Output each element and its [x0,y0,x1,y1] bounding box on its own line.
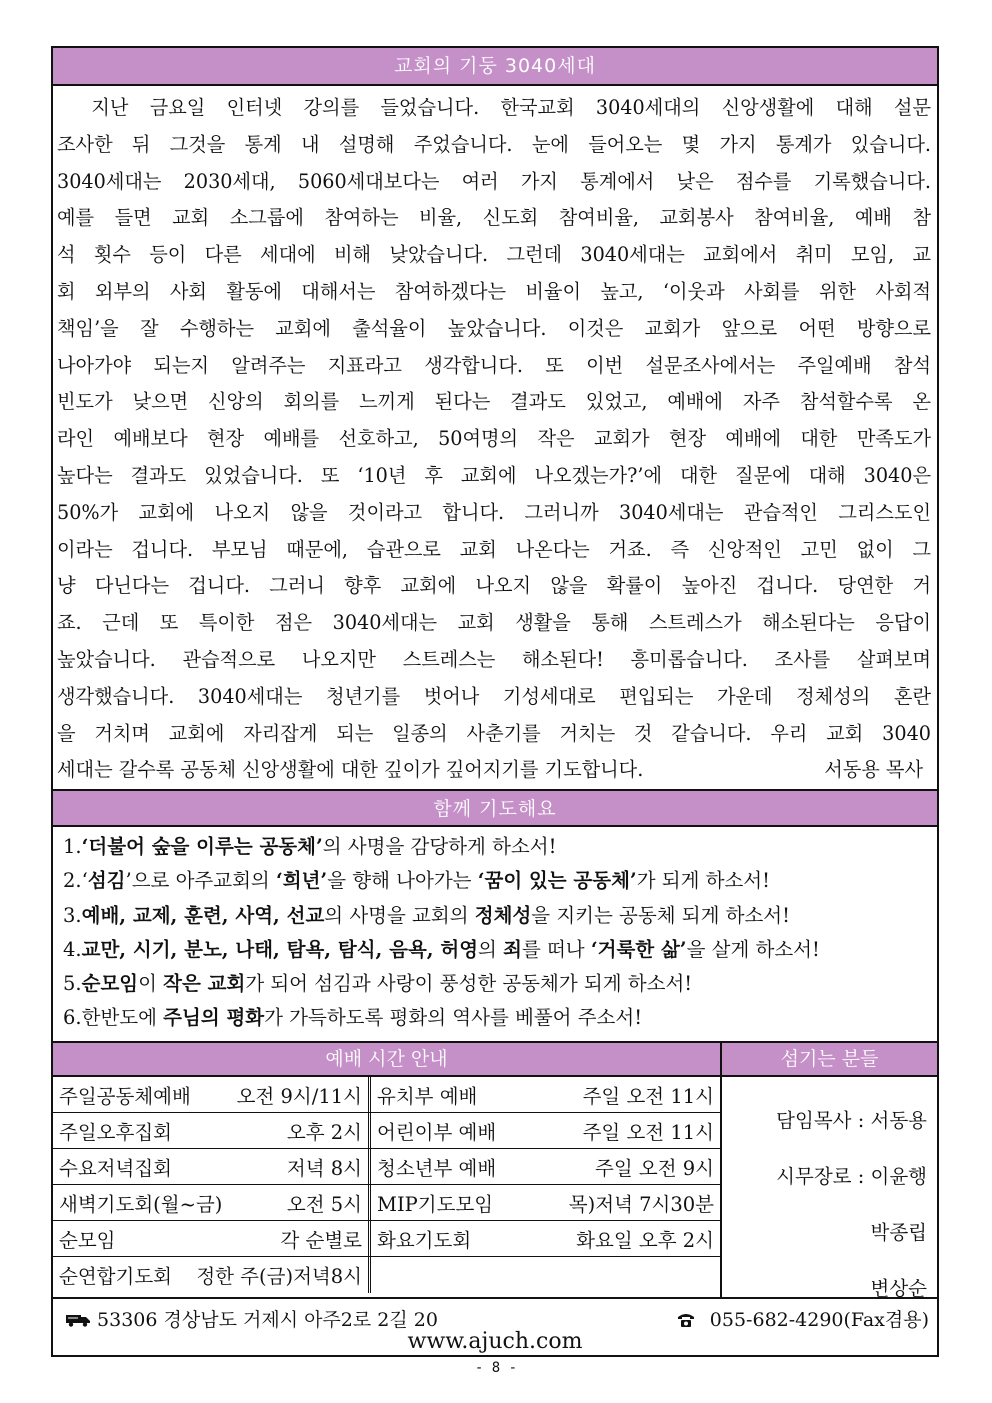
prayer-list [53,827,937,1035]
prayer-text: ’으로 아주교회의 [125,869,276,893]
article-line-text: 이라는 겁니다. 부모님 때문에, 습관으로 교회 나온다는 거죠. 즉 신앙적인 고민 없이 그 [57,537,931,561]
prayer-text: 2.‘ [63,869,88,893]
schedule-row [53,1113,720,1149]
schedule-cell [53,1221,371,1256]
service-name: 어린이부 예배 [377,1120,497,1144]
schedule-table [53,1043,720,1293]
service-time: 주일 오전 9시 [595,1156,714,1180]
schedule-grid [53,1077,720,1293]
service-name: 순연합기도회 [59,1265,173,1288]
prayer-text: 가 되게 하소서! [636,869,770,893]
prayer-text: 가 가득하도록 평화의 역사를 베풀어 주소서! [264,1006,643,1030]
article-line [57,495,931,532]
article-line [57,274,931,311]
schedule-row [53,1257,720,1293]
prayer-emphasis: 주님의 평화 [163,1006,265,1030]
staff-box [722,1043,937,1317]
prayer-text: 5. [63,971,82,995]
article-line [57,679,931,716]
schedule-cell [53,1149,371,1184]
prayer-emphasis: ‘희년’ [275,869,328,893]
prayer-emphasis: 섬김 [87,869,126,893]
prayer-text: 의 사명을 교회의 [324,903,475,927]
staff-member: 시무장로 : 이윤행 [776,1165,927,1188]
service-name: 수요저녁집회 [59,1156,173,1180]
prayer-text: 이 [138,971,164,995]
article-line [57,568,931,605]
service-time: 저녁 8시 [286,1156,362,1180]
prayer-text: 3. [63,903,82,927]
prayer-item [63,899,927,933]
schedule-cell [371,1113,720,1148]
service-time: 목)저녁 7시30분 [568,1192,714,1216]
article-line [57,421,931,458]
article-line-text: 라인 예배보다 현장 예배를 선호하고, 50여명의 작은 교회가 현장 예배에 대한 만족도가 [57,427,931,451]
prayer-item [63,967,927,1001]
service-name: 순모임 [59,1228,116,1252]
article-line [57,90,931,127]
schedule-cell [371,1221,720,1256]
article-line [57,716,931,753]
prayer-text: 을 살게 하소서! [686,937,820,961]
article-line-text: 석 횟수 등이 다른 세대에 비해 낮았습니다. 그런데 3040세대는 교회에서 취미 모임, 교 [57,243,931,267]
article-line-text: 생각했습니다. 3040세대는 청년기를 벗어나 기성세대로 편입되는 가운데 정체성의 혼란 [57,684,931,708]
schedule-cell [53,1077,371,1112]
article-line-text: 세대는 갈수록 공동체 신앙생활에 대한 깊이가 깊어지기를 기도합니다. [57,758,644,782]
article-line-text: 높았습니다. 관습적으로 나오지만 스트레스는 해소된다! 흥미롭습니다. 조사를 살펴보며 [57,647,931,671]
article-line [57,752,931,789]
schedule-title: 예배 시간 안내 [53,1043,720,1077]
prayer-text: 4. [63,937,82,961]
article-line [57,164,931,201]
article-line [57,200,931,237]
article-line [57,458,931,495]
article-line-text: 50%가 교회에 나오지 않을 것이라고 합니다. 그러니까 3040세대는 관습적인 그리스도인 [57,500,931,524]
prayer-item [63,864,927,898]
info-section [53,1041,937,1299]
schedule-row [53,1077,720,1113]
prayer-emphasis: 정체성 [474,903,532,927]
phone [676,1305,929,1332]
service-name: 주일공동체예배 [59,1084,191,1108]
article-line-text: 지난 금요일 인터넷 강의를 들었습니다. 한국교회 3040세대의 신앙생활에 대해 설문 [57,96,931,119]
prayer-title: 함께 기도해요 [53,789,937,827]
prayer-emphasis: 순모임 [81,971,139,995]
article-line [57,311,931,348]
article-line-text: 예를 들면 교회 소그룹에 참여하는 비율, 신도회 참여비율, 교회봉사 참여비율, 예배 참 [57,206,931,230]
article-line-text: 높다는 결과도 있었습니다. 또 ‘10년 후 교회에 나오겠는가?’에 대한 질문에 대해 3040은 [57,463,931,487]
staff-title: 섬기는 분들 [722,1043,937,1077]
article-line-text: 을 거치며 교회에 자리잡게 되는 일종의 사춘기를 거치는 것 같습니다. 우리 교회 3040 [57,721,931,745]
prayer-emphasis: ‘꿈이 있는 공동체’ [477,869,637,893]
article-line-text: 조사한 뒤 그것을 통계 내 설명해 주었습니다. 눈에 들어오는 몇 가지 통계가 있습니다. [57,132,931,156]
service-time: 오전 9시/11시 [236,1084,362,1108]
prayer-text: 를 떠나 [521,937,591,961]
article-body [53,86,937,789]
article-line [57,605,931,642]
article-line [57,348,931,385]
author-signature: 서동용 목사 [824,758,923,782]
schedule-cell [371,1149,720,1184]
staff-member: 박종립 [870,1221,927,1244]
prayer-text: 을 향해 나아가는 [327,869,478,893]
article-title: 교회의 기둥 3040세대 [53,48,937,86]
service-time: 화요일 오후 2시 [576,1228,714,1252]
article-line-text: 책임’을 잘 수행하는 교회에 출석율이 높았습니다. 이것은 교회가 앞으로 어떤 방향으로 [57,316,931,340]
website-link[interactable]: www.ajuch.com [407,1329,583,1354]
service-name: 화요기도회 [377,1228,472,1252]
article-line [57,532,931,569]
service-name: 청소년부 예배 [377,1156,497,1180]
staff-list [722,1077,937,1317]
article-line-text: 빈도가 낮으면 신앙의 회의를 느끼게 된다는 결과도 있었고, 예배에 자주 참석할수록 온 [57,390,931,414]
service-time: 정한 주(금)저녁8시 [196,1265,362,1288]
prayer-emphasis: 예배, 교제, 훈련, 사역, 선교 [81,903,325,927]
service-name: 새벽기도회(월~금) [59,1192,223,1216]
service-time: 오전 5시 [286,1192,362,1216]
schedule-cell [371,1077,720,1112]
article-line-text: 죠. 근데 또 특이한 점은 3040세대는 교회 생활을 통해 스트레스가 해소된다는 응답이 [57,611,931,635]
address [65,1305,438,1332]
prayer-text: 의 사명을 감당하게 하소서! [322,835,557,859]
prayer-emphasis: 작은 교회 [163,971,246,995]
prayer-text: 을 지키는 공동체 되게 하소서! [531,903,790,927]
staff-member: 담임목사 : 서동용 [776,1109,927,1132]
article-line-text: 3040세대는 2030세대, 5060세대보다는 여러 가지 통계에서 낮은 점수를 기록했습니다. [57,169,931,193]
service-time: 각 순별로 [280,1228,362,1252]
schedule-row [53,1149,720,1185]
schedule-cell [371,1185,720,1220]
article-line [57,127,931,164]
mail-truck-icon [65,1309,97,1331]
prayer-emphasis: 교만, 시기, 분노, 나태, 탐욕, 탐식, 음욕, 허영 [81,937,479,961]
prayer-emphasis: ‘거룩한 삶’ [590,937,687,961]
footer [53,1297,937,1357]
prayer-text: 의 [478,937,504,961]
service-name: 유치부 예배 [377,1084,478,1108]
schedule-cell [53,1185,371,1220]
newsletter-frame [51,46,939,1357]
article-line [57,642,931,679]
prayer-text: 6.한반도에 [63,1006,164,1030]
prayer-text: 1. [63,835,82,859]
telephone-icon [676,1309,710,1331]
article-line [57,384,931,421]
schedule-cell [371,1257,720,1293]
prayer-emphasis: ‘더불어 숲을 이루는 공동체’ [81,835,323,859]
phone-text: 055-682-4290(Fax겸용) [709,1309,929,1331]
prayer-item [63,1001,927,1035]
prayer-text: 가 되어 섬김과 사랑이 풍성한 공동체가 되게 하소서! [245,971,693,995]
prayer-item [63,830,927,864]
service-time: 주일 오전 11시 [582,1084,714,1108]
prayer-emphasis: 죄 [503,937,522,961]
staff-member: 변상순 [870,1277,927,1300]
service-time: 오후 2시 [286,1120,362,1144]
article-line-text: 냥 다닌다는 겁니다. 그러니 향후 교회에 나오지 않을 확률이 높아진 겁니다. 당연한 거 [57,574,931,598]
schedule-cell [53,1257,371,1293]
service-name: MIP기도모임 [377,1192,494,1216]
article-line [57,237,931,274]
schedule-row [53,1185,720,1221]
page-number: - 8 - [474,1360,518,1376]
schedule-row [53,1221,720,1257]
prayer-item [63,933,927,967]
service-time: 주일 오전 11시 [582,1120,714,1144]
service-name: 주일오후집회 [59,1120,173,1144]
address-text: 53306 경상남도 거제시 아주2로 2길 20 [97,1309,438,1331]
article-line-text: 회 외부의 사회 활동에 대해서는 참여하겠다는 비율이 높고, ‘이웃과 사회를 위한 사회적 [57,279,931,303]
schedule-cell [53,1113,371,1148]
article-line-text: 나아가야 되는지 알려주는 지표라고 생각합니다. 또 이번 설문조사에서는 주일예배 참석 [57,353,931,377]
